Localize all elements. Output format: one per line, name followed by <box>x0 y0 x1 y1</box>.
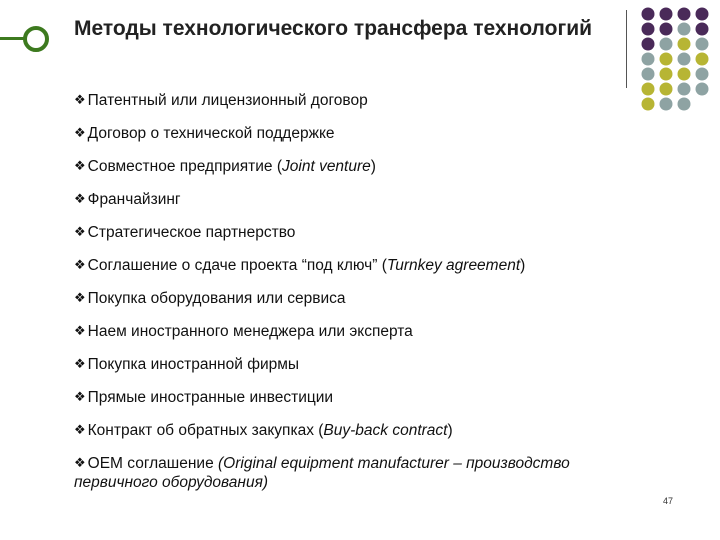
decor-dot <box>696 83 709 96</box>
item-text: Совместное предприятие ( <box>87 158 283 175</box>
item-text: Наем иностранного менеджера или эксперта <box>87 323 413 340</box>
bullet-icon: ❖ <box>74 224 86 239</box>
item-english: Buy-back contract <box>323 422 448 439</box>
decor-dot <box>696 23 709 36</box>
bullet-icon: ❖ <box>74 422 86 437</box>
bullet-icon: ❖ <box>74 323 86 338</box>
list-item <box>74 354 634 387</box>
bullet-icon: ❖ <box>74 92 86 107</box>
item-english: Joint venture <box>282 158 371 175</box>
divider-line <box>626 10 627 88</box>
page-number: 47 <box>663 496 674 506</box>
item-close: ) <box>370 158 376 175</box>
accent-circle-icon <box>23 26 49 52</box>
item-text: Стратегическое партнерство <box>87 224 296 241</box>
bullet-icon: ❖ <box>74 257 86 272</box>
list-item <box>74 90 634 123</box>
decor-dot <box>642 98 655 111</box>
list-item <box>74 387 634 420</box>
bullet-icon: ❖ <box>74 125 86 140</box>
decor-dot <box>642 23 655 36</box>
decor-dot <box>642 68 655 81</box>
item-english: Turnkey agreement <box>386 257 521 274</box>
item-text: Патентный или лицензионный договор <box>87 92 368 109</box>
item-text: Покупка оборудования или сервиса <box>87 290 346 307</box>
decor-dot <box>696 68 709 81</box>
list-item <box>74 123 634 156</box>
decor-dot <box>678 98 691 111</box>
list-item <box>74 420 634 453</box>
decor-dot <box>696 53 709 66</box>
decor-dot <box>678 68 691 81</box>
decor-dot <box>678 83 691 96</box>
bullet-icon: ❖ <box>74 158 86 173</box>
item-text: Договор о технической поддержке <box>87 125 335 142</box>
bullet-icon: ❖ <box>74 356 86 371</box>
decor-dot <box>660 38 673 51</box>
item-close: ) <box>447 422 453 439</box>
item-close: ) <box>520 257 526 274</box>
item-text: Соглашение о сдаче проекта “под ключ” ( <box>87 257 387 274</box>
decor-dot <box>678 23 691 36</box>
decor-dot <box>642 38 655 51</box>
list-item <box>74 189 634 222</box>
item-text: Франчайзинг <box>87 191 181 208</box>
methods-list <box>74 90 634 492</box>
bullet-icon: ❖ <box>74 455 86 470</box>
decor-dot <box>660 83 673 96</box>
decor-dot <box>678 53 691 66</box>
bullet-icon: ❖ <box>74 191 86 206</box>
dot-grid-decoration <box>640 6 720 116</box>
decor-dot <box>660 68 673 81</box>
decor-dot <box>660 98 673 111</box>
item-english: (Original equipment manufacturer – производство первичного оборудования) <box>74 455 570 491</box>
decor-dot <box>660 53 673 66</box>
item-text: Прямые иностранные инвестиции <box>87 389 334 406</box>
decor-dot <box>642 53 655 66</box>
item-text: Контракт об обратных закупках ( <box>87 422 324 439</box>
decor-dot <box>642 83 655 96</box>
decor-dot <box>696 38 709 51</box>
decor-dot <box>678 38 691 51</box>
decor-dot <box>678 8 691 21</box>
list-item <box>74 321 634 354</box>
item-text: Покупка иностранной фирмы <box>87 356 300 373</box>
slide-title: Методы технологического трансфера технологий <box>74 17 593 40</box>
list-item <box>74 255 634 288</box>
decor-dot <box>660 23 673 36</box>
decor-dot <box>660 8 673 21</box>
item-text: OEM соглашение <box>87 455 218 472</box>
bullet-icon: ❖ <box>74 389 86 404</box>
decor-dot <box>642 8 655 21</box>
list-item <box>74 453 634 492</box>
list-item <box>74 156 634 189</box>
list-item <box>74 222 634 255</box>
list-item <box>74 288 634 321</box>
bullet-icon: ❖ <box>74 290 86 305</box>
decor-dot <box>696 8 709 21</box>
